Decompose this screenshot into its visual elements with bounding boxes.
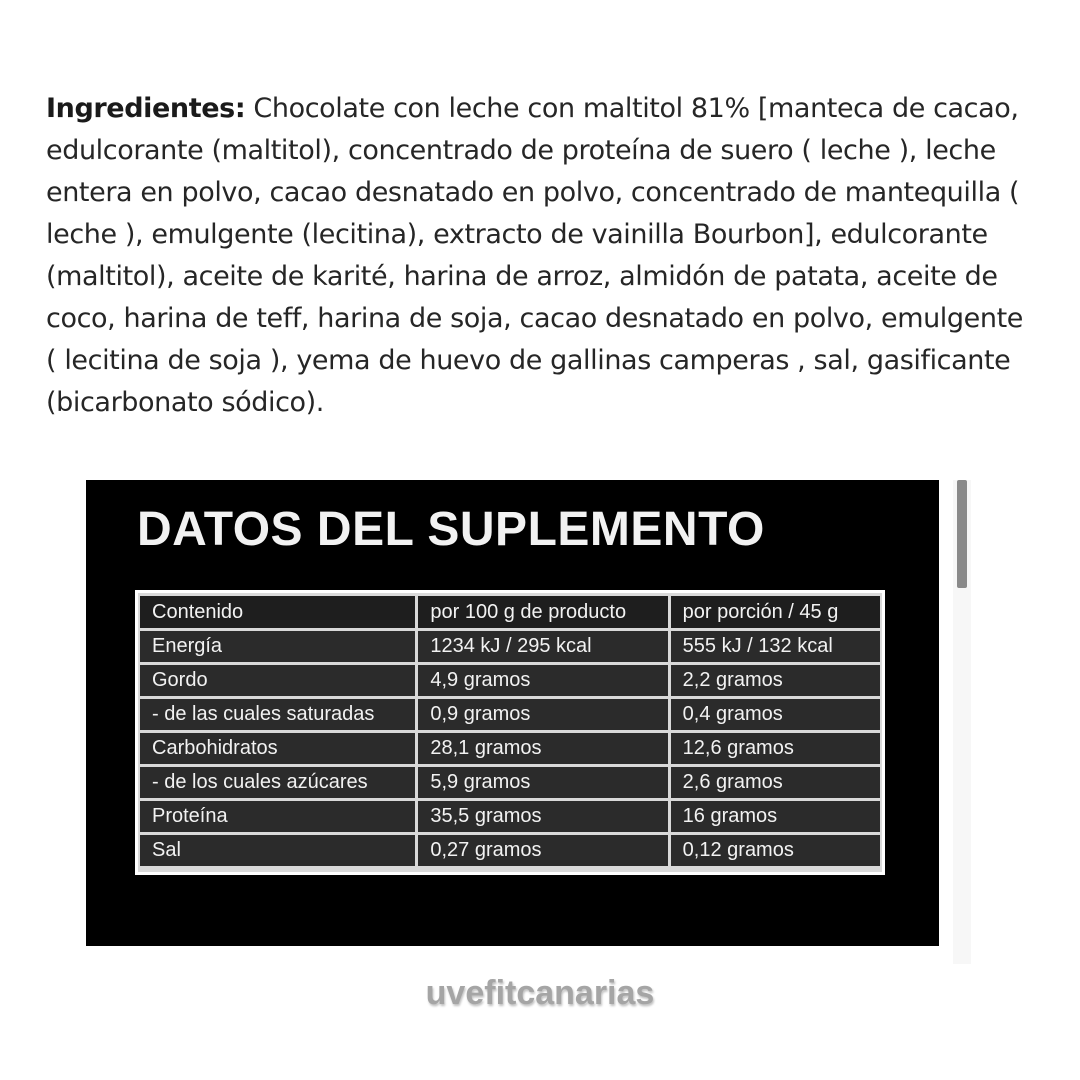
row-label: - de las cuales saturadas — [140, 699, 418, 730]
row-label: Energía — [140, 631, 418, 662]
table-header-row — [140, 596, 880, 628]
ingredients-text: Chocolate con leche con maltitol 81% [manteca de cacao, edulcorante (maltitol), concentrado de proteína de suero ( leche ), leche entera en polvo, cacao desnatado en polvo, concentrado de mantequilla ( leche ), emulgente (lecitina), extracto de vainilla Bourbon], edulcorante (maltitol), aceite de karité, harina de arroz, almidón de patata, aceite de coco, harina de teff, harina de soja, cacao desnatado en polvo, emulgente ( lecitina de soja ), yema de huevo de gallinas camperas , sal, gasificante (bicarbonato sódico). — [46, 93, 1023, 418]
row-value-100g: 4,9 gramos — [418, 665, 670, 696]
table-row — [140, 631, 880, 662]
table-row — [140, 699, 880, 730]
row-value-100g: 5,9 gramos — [418, 767, 670, 798]
header-per-100g: por 100 g de producto — [418, 596, 670, 628]
row-value-serving: 0,12 gramos — [671, 835, 880, 866]
row-value-serving: 16 gramos — [671, 801, 880, 832]
row-label: Sal — [140, 835, 418, 866]
row-value-100g: 0,27 gramos — [418, 835, 670, 866]
row-value-serving: 2,2 gramos — [671, 665, 880, 696]
row-value-serving: 0,4 gramos — [671, 699, 880, 730]
header-contenido: Contenido — [140, 596, 418, 628]
vertical-scrollbar[interactable] — [953, 480, 971, 964]
row-label: Proteína — [140, 801, 418, 832]
table-row — [140, 665, 880, 696]
scrollbar-thumb[interactable] — [957, 480, 967, 588]
watermark: uvefitcanarias — [425, 974, 655, 1012]
row-value-100g: 1234 kJ / 295 kcal — [418, 631, 670, 662]
row-value-100g: 28,1 gramos — [418, 733, 670, 764]
nutrition-table — [135, 590, 885, 875]
ingredients-paragraph — [46, 88, 1041, 424]
table-row — [140, 767, 880, 798]
row-value-100g: 35,5 gramos — [418, 801, 670, 832]
row-label: Gordo — [140, 665, 418, 696]
ingredients-label: Ingredientes: — [46, 93, 246, 124]
table-row — [140, 835, 880, 866]
row-label: Carbohidratos — [140, 733, 418, 764]
supplement-title: DATOS DEL SUPLEMENTO — [137, 503, 765, 556]
supplement-facts-image — [86, 480, 939, 946]
row-value-serving: 2,6 gramos — [671, 767, 880, 798]
row-value-100g: 0,9 gramos — [418, 699, 670, 730]
table-row — [140, 733, 880, 764]
table-row — [140, 801, 880, 832]
row-value-serving: 555 kJ / 132 kcal — [671, 631, 880, 662]
row-label: - de los cuales azúcares — [140, 767, 418, 798]
row-value-serving: 12,6 gramos — [671, 733, 880, 764]
header-per-serving: por porción / 45 g — [671, 596, 880, 628]
